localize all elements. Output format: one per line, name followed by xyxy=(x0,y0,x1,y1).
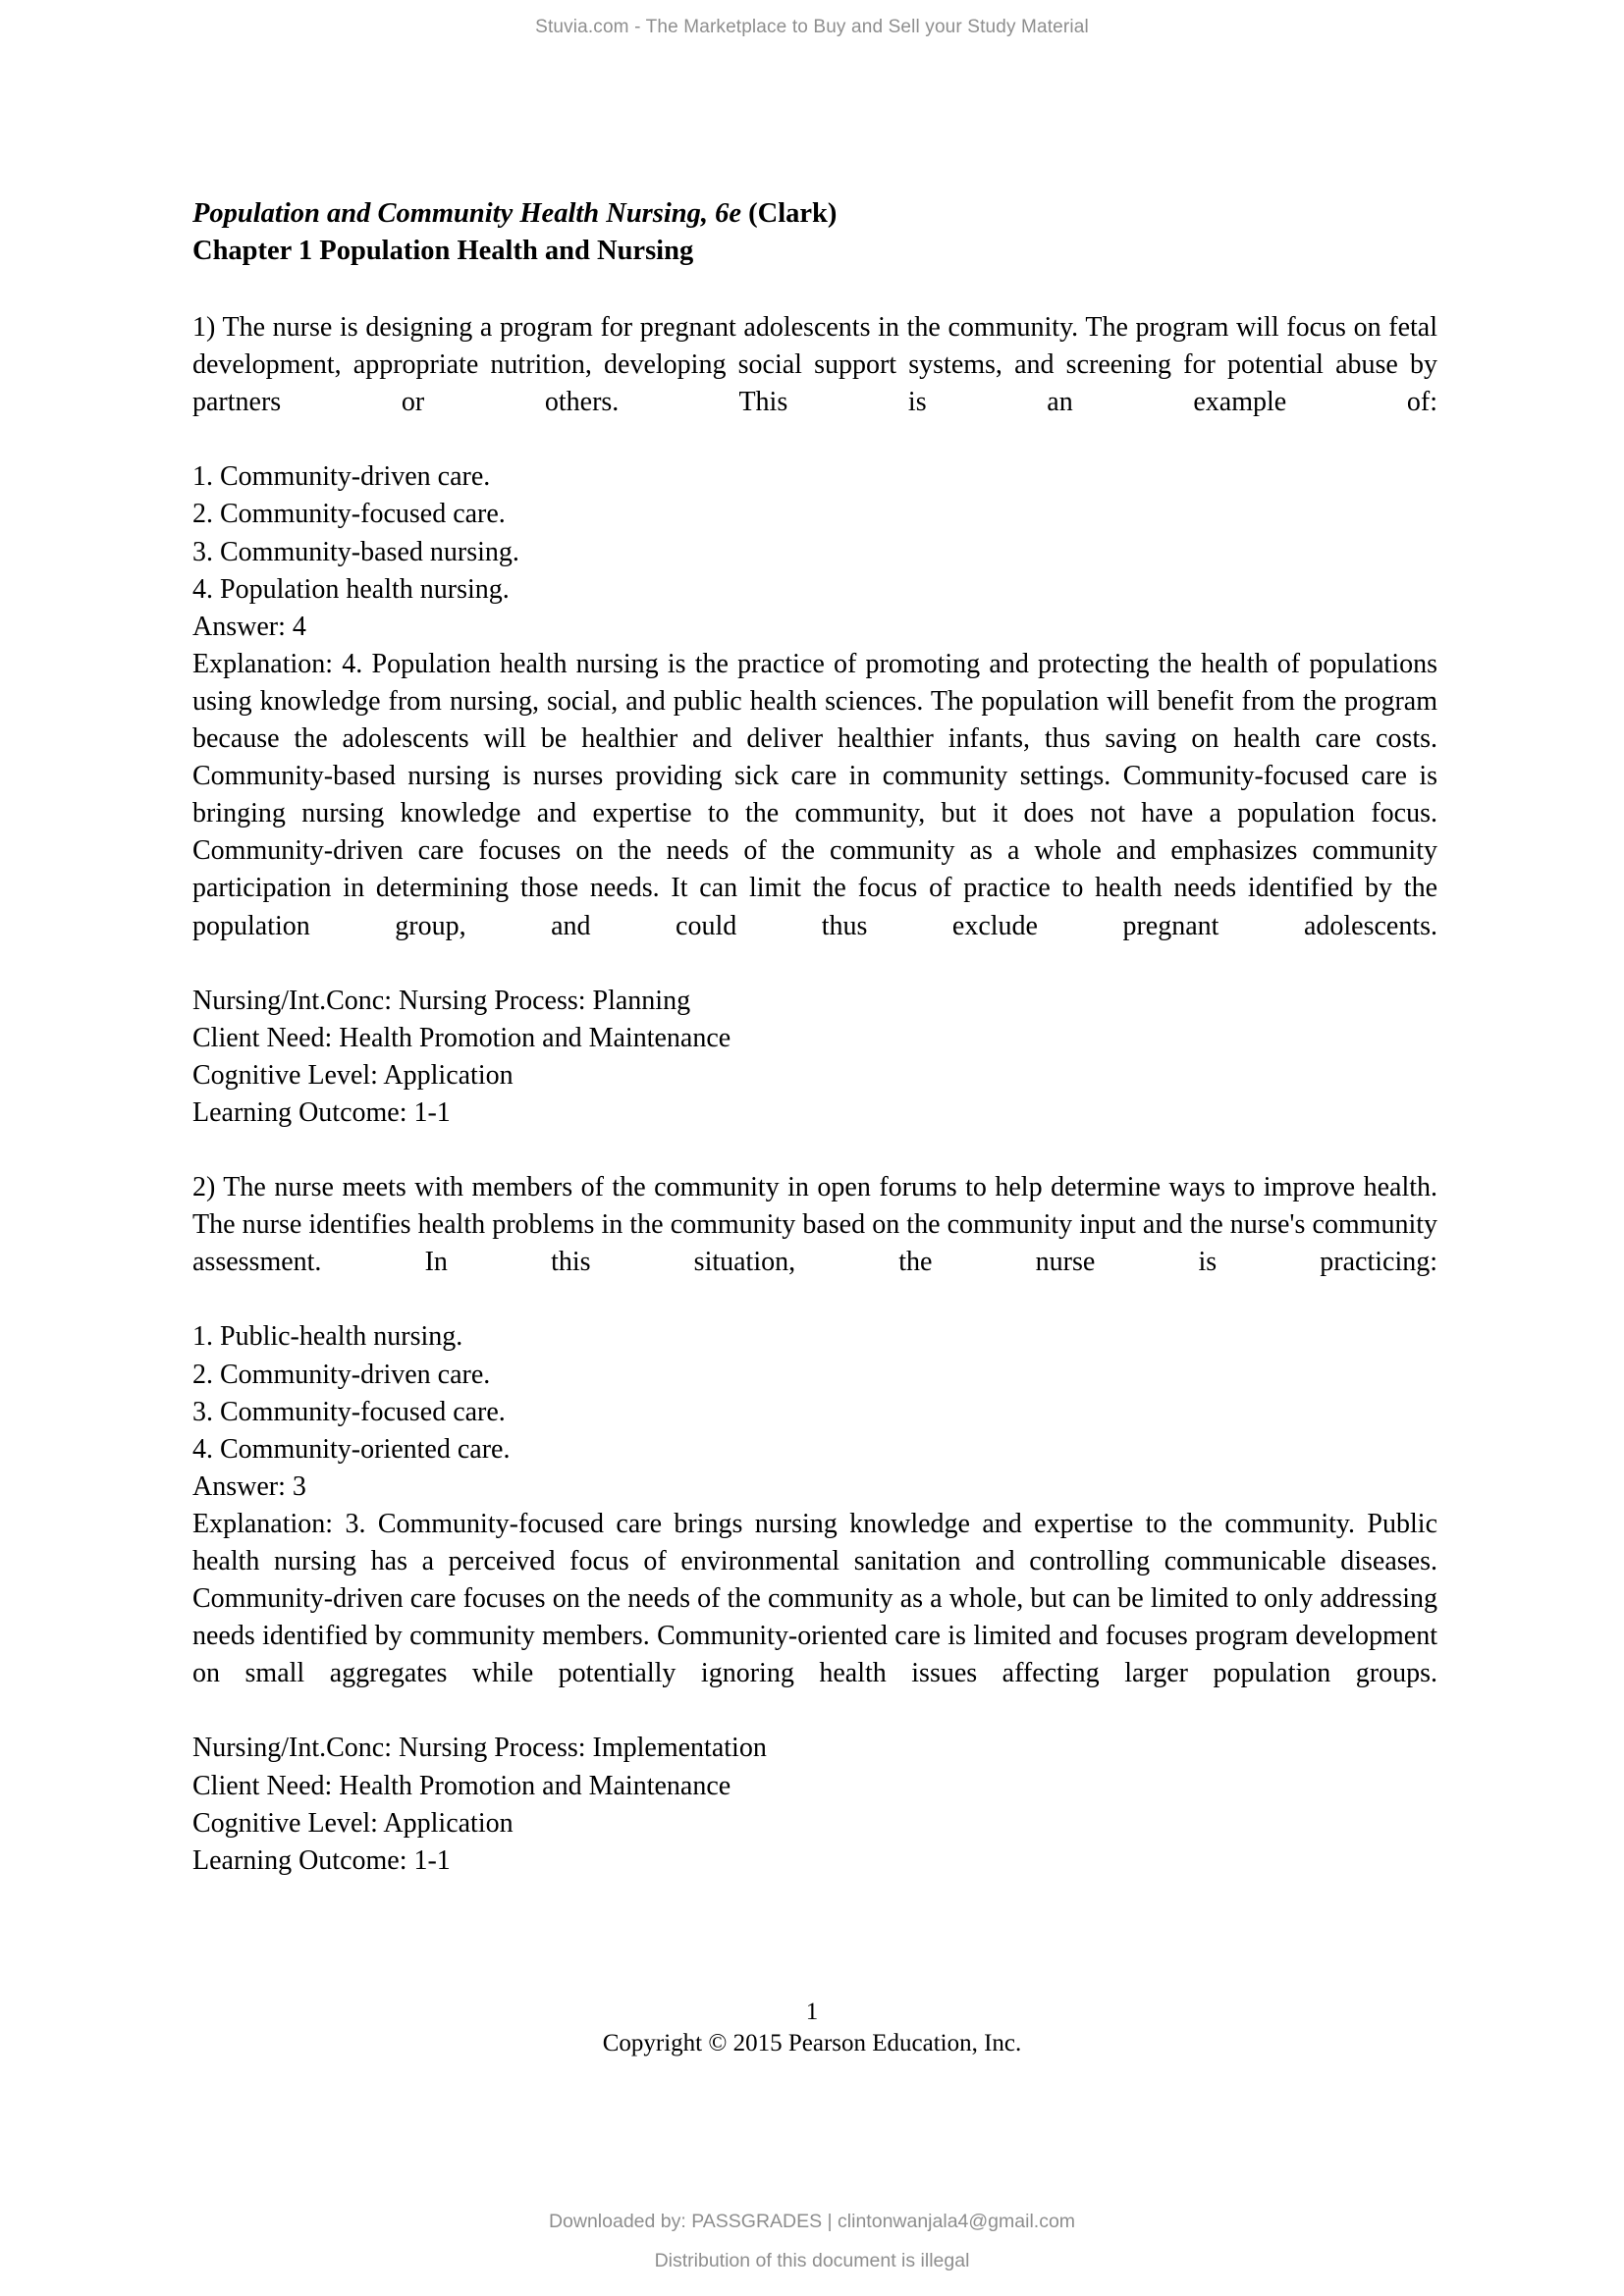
copyright-notice: Copyright © 2015 Pearson Education, Inc. xyxy=(602,2030,1022,2056)
question-spacer xyxy=(192,1132,1437,1169)
question-option: 2. Community-driven care. xyxy=(192,1359,491,1390)
question-block xyxy=(192,1169,1437,1880)
question-block xyxy=(192,309,1437,1132)
question-option: 2. Community-focused care. xyxy=(192,499,506,530)
chapter-title: Chapter 1 Population Health and Nursing xyxy=(192,236,694,266)
meta-client-need: Client Need: Health Promotion and Maintenance xyxy=(192,1770,731,1801)
question-option: 3. Community-focused care. xyxy=(192,1396,506,1427)
meta-cognitive-level: Cognitive Level: Application xyxy=(192,1059,514,1091)
title-block xyxy=(192,195,1437,270)
downloaded-by-line: Downloaded by: PASSGRADES | clintonwanjala4@gmail.com xyxy=(548,2211,1076,2232)
question-option: 4. Population health nursing. xyxy=(192,573,510,605)
explanation-text: Explanation: 3. Community-focused care brings nursing knowledge and expertise to the community. Public health nursing has a perceived focus of environmental sanitation and controlling communicable diseases. Community-driven care focuses on the needs of the community as a whole, but can be limited to only addressing needs identified by community members. Community-oriented care is limited and focuses program development on small aggregates while potentially ignoring health issues affecting larger population groups. xyxy=(192,1508,1437,1689)
book-author: (Clark) xyxy=(741,198,838,229)
answer-line: Answer: 3 xyxy=(192,1470,306,1502)
question-stem: 2) The nurse meets with members of the community in open forums to help determine ways to improve health. The nurse identifies health problems in the community based on the community input and the nurse's community assessment. In this situation, the nurse is practicing: xyxy=(192,1172,1437,1278)
stuvia-header-watermark: Stuvia.com - The Marketplace to Buy and Sell your Study Material xyxy=(535,17,1089,37)
page-number: 1 xyxy=(805,1999,819,2025)
meta-learning-outcome: Learning Outcome: 1-1 xyxy=(192,1096,451,1128)
meta-nursing-concept: Nursing/Int.Conc: Nursing Process: Planning xyxy=(192,985,691,1016)
question-option: 1. Community-driven care. xyxy=(192,461,491,493)
answer-line: Answer: 4 xyxy=(192,611,306,642)
explanation-text: Explanation: 4. Population health nursing is the practice of promoting and protecting the health of populations using knowledge from nursing, social, and public health sciences. The population will benefit from the program because the adolescents will be healthier and deliver healthier infants, thus saving on health care costs. Community-based nursing is nurses providing sick care in community settings. Community-focused care is bringing nursing knowledge and expertise to the community, but it does not have a population focus. Community-driven care focuses on the needs of the community as a whole and emphasizes community participation in determining those needs. It can limit the focus of practice to health needs identified by the population group, and could thus exclude pregnant adolescents. xyxy=(192,648,1437,941)
stuvia-footer-watermark xyxy=(0,2207,1624,2275)
page-footer xyxy=(0,1998,1624,2060)
book-title: Population and Community Health Nursing, 6e xyxy=(192,198,742,229)
question-stem: 1) The nurse is designing a program for pregnant adolescents in the community. The program will focus on fetal development, appropriate nutrition, developing social support systems, and screening for potential abuse by partners or others. This is an example of: xyxy=(192,312,1437,418)
question-option: 4. Community-oriented care. xyxy=(192,1433,511,1465)
meta-learning-outcome: Learning Outcome: 1-1 xyxy=(192,1844,451,1876)
question-option: 3. Community-based nursing. xyxy=(192,536,519,567)
question-option: 1. Public-health nursing. xyxy=(192,1321,463,1353)
document-page xyxy=(192,0,1437,1880)
distribution-warning: Distribution of this document is illegal xyxy=(654,2250,970,2271)
meta-client-need: Client Need: Health Promotion and Maintenance xyxy=(192,1022,731,1053)
book-title-line xyxy=(192,195,1437,233)
meta-nursing-concept: Nursing/Int.Conc: Nursing Process: Implementation xyxy=(192,1733,767,1764)
meta-cognitive-level: Cognitive Level: Application xyxy=(192,1807,514,1839)
